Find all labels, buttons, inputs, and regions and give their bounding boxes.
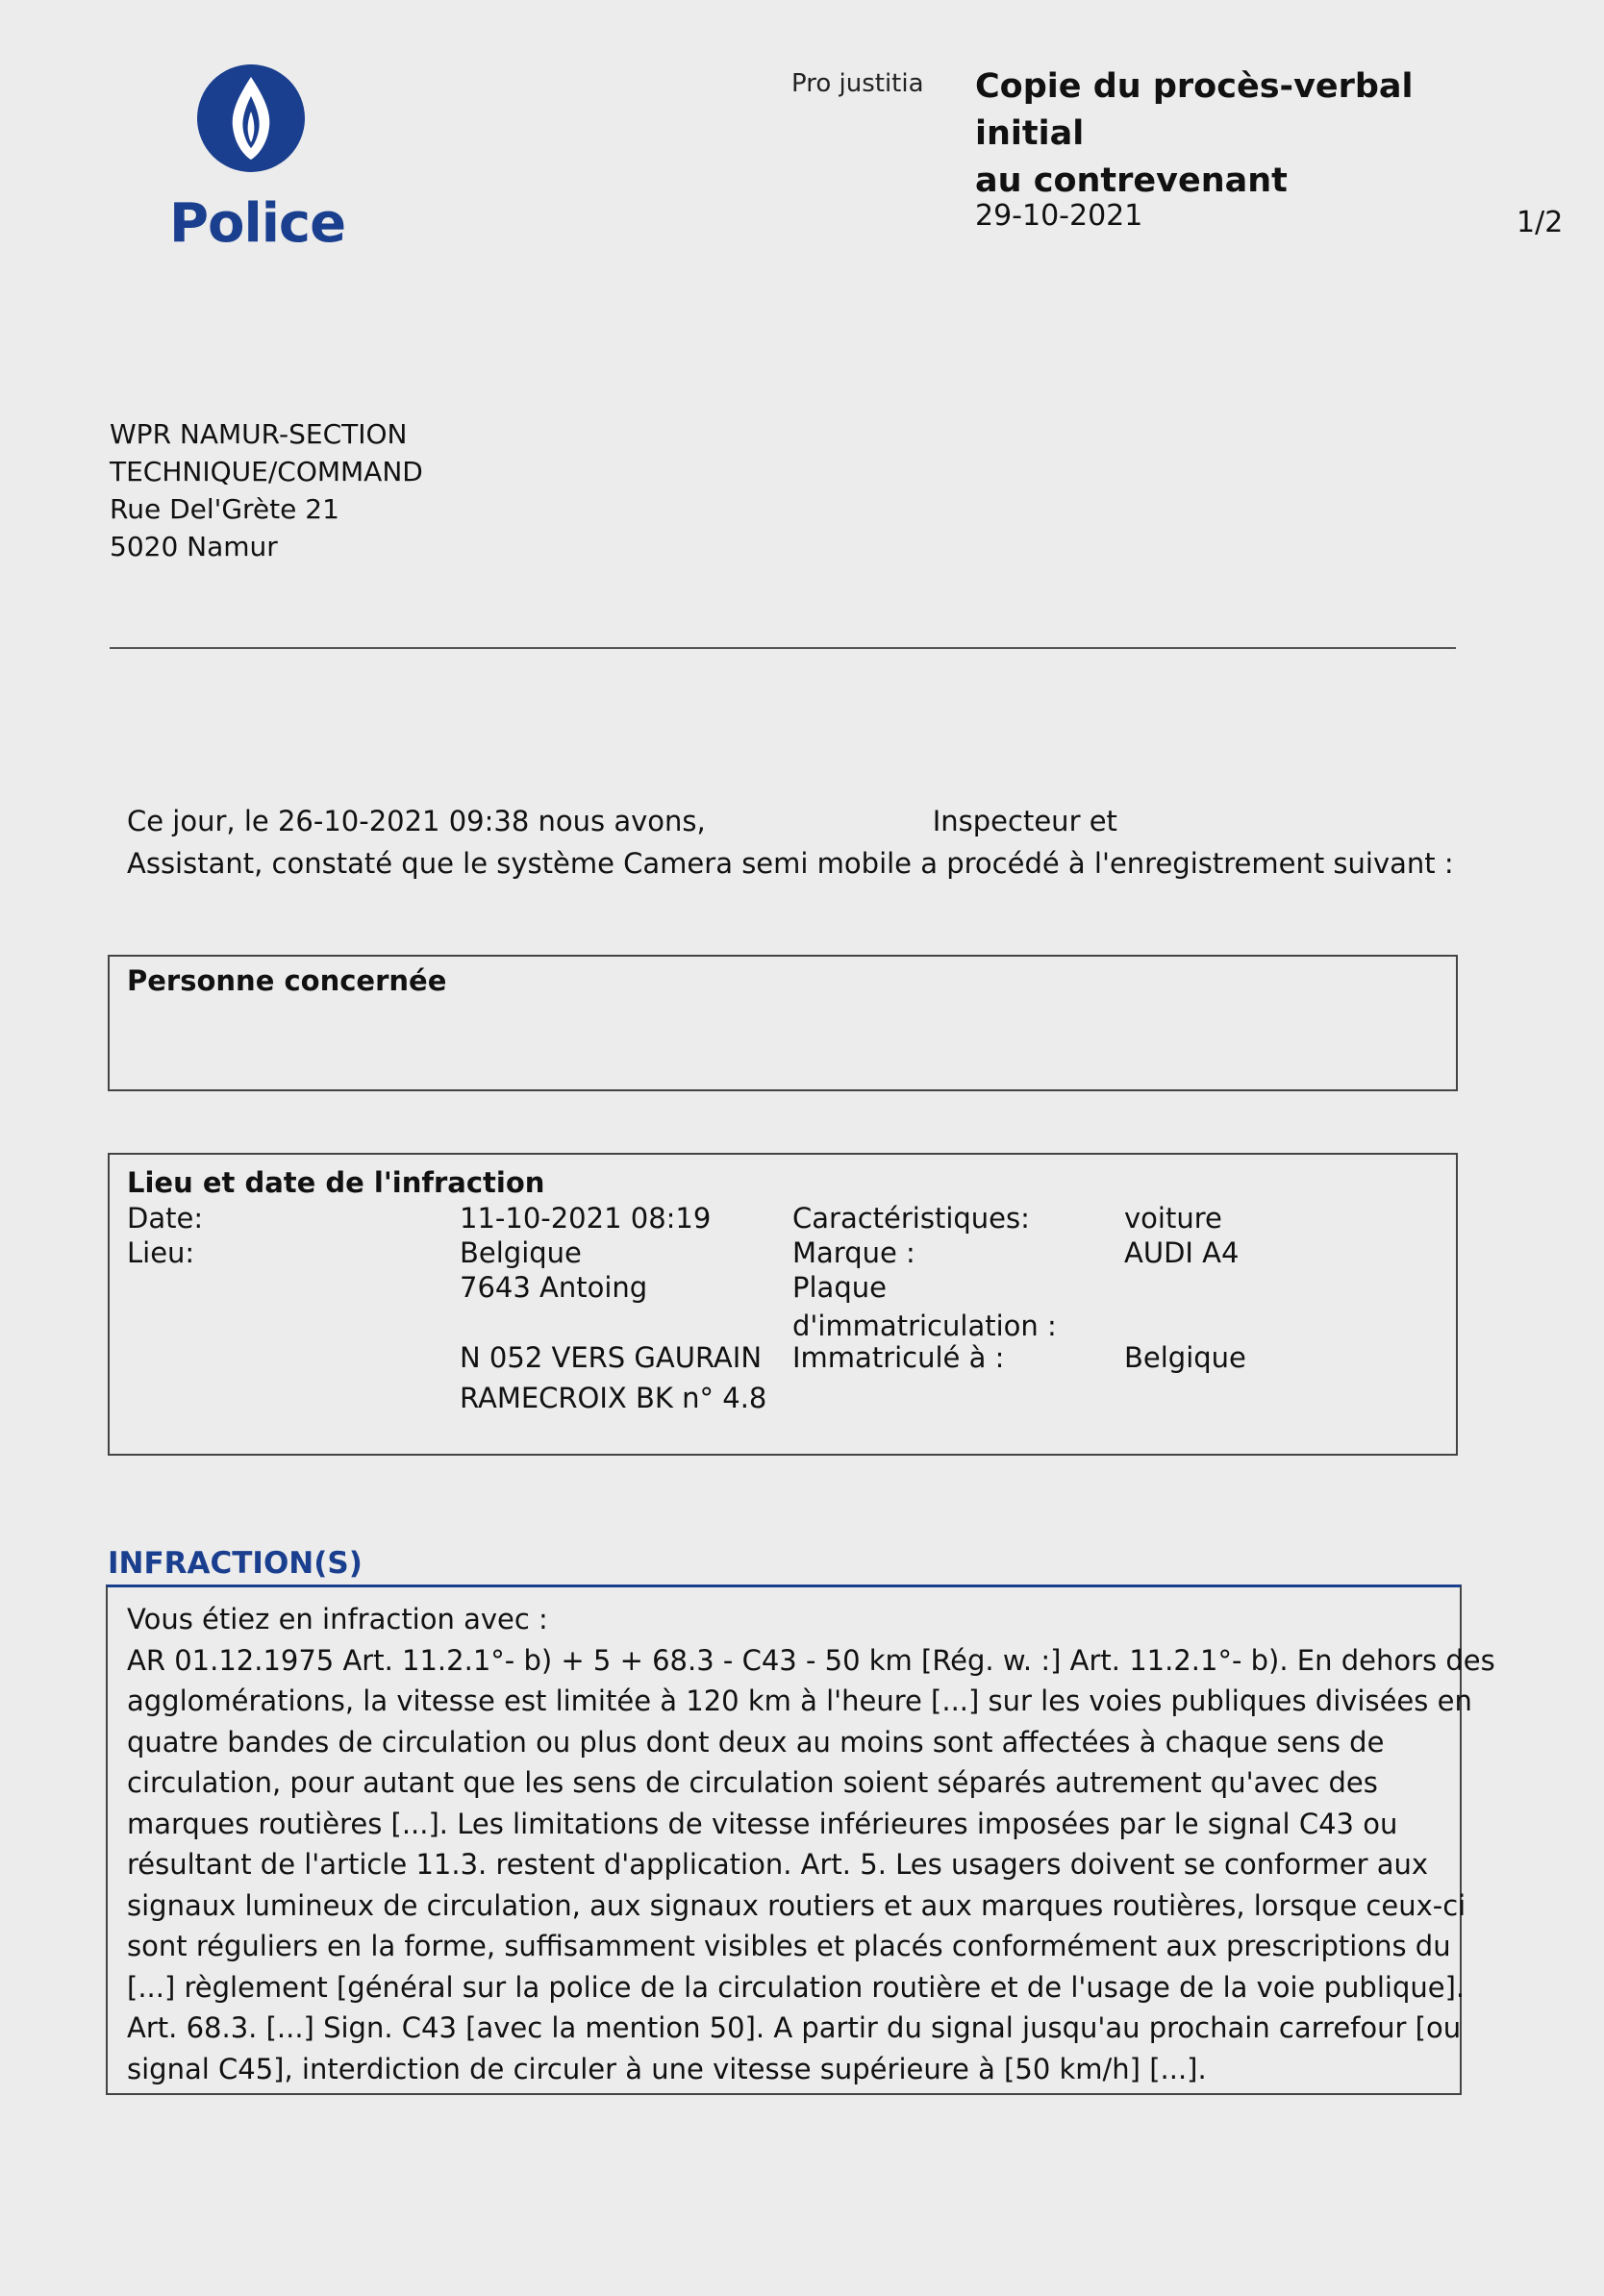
page-number: 1/2 [1516, 206, 1564, 239]
intro-paragraph [127, 800, 1454, 885]
document-title-line1: Copie du procès-verbal initial [975, 67, 1414, 153]
infraction-line: circulation, pour autant que les sens de circulation soient séparés autrement qu'avec des [127, 1766, 1378, 1799]
address-line: Rue Del'Grète 21 [110, 493, 339, 525]
intro-text-rank: Inspecteur et [932, 805, 1117, 837]
person-box-title: Personne concernée [127, 964, 447, 997]
intro-text-start: Ce jour, le 26-10-2021 09:38 nous avons, [127, 805, 706, 837]
police-flame-emblem-icon [196, 63, 306, 173]
infractions-box [106, 1585, 1495, 2095]
pro-justitia-label: Pro justitia [791, 69, 924, 98]
infraction-line: agglomérations, la vitesse est limitée à 120 km à l'heure [...] sur les voies publiques divisées en [127, 1685, 1472, 1717]
infractions-heading: INFRACTION(S) [108, 1546, 363, 1581]
caracteristiques-label: Caractéristiques: [792, 1202, 1030, 1235]
lieu-road-detail: RAMECROIX BK n° 4.8 [460, 1382, 767, 1414]
infraction-line: signal C45], interdiction de circuler à une vitesse supérieure à [50 km/h] [...]. [127, 2052, 1207, 2085]
lieu-city: 7643 Antoing [460, 1271, 648, 1304]
offense-location-title: Lieu et date de l'infraction [127, 1166, 545, 1199]
immatricule-value: Belgique [1124, 1341, 1246, 1374]
infraction-line: sont réguliers en la forme, suffisamment visibles et placés conformément aux prescriptions du [127, 1930, 1451, 1962]
infraction-line: signaux lumineux de circulation, aux signaux routiers et aux marques routières, lorsque ceux-ci [127, 1888, 1466, 1922]
plaque-label-line2: d'immatriculation : [792, 1310, 1057, 1342]
address-line: WPR NAMUR-SECTION [110, 418, 408, 450]
marque-value: AUDI A4 [1124, 1236, 1240, 1269]
document-date: 29-10-2021 [975, 199, 1143, 233]
infraction-line: Art. 68.3. [...] Sign. C43 [avec la mention 50]. A partir du signal jusqu'au prochain carrefour [ou [127, 2011, 1462, 2044]
sender-address [110, 415, 423, 565]
offense-location-box [108, 1153, 1458, 1456]
date-value: 11-10-2021 08:19 [460, 1202, 712, 1235]
marque-label: Marque : [792, 1236, 915, 1269]
infraction-line: AR 01.12.1975 Art. 11.2.1°- b) + 5 + 68.3 - C43 - 50 km [Rég. w. :] Art. 11.2.1°- b). En dehors des [127, 1643, 1495, 1677]
infraction-line: marques routières [...]. Les limitations de vitesse inférieures imposées par le signal C43 ou [127, 1807, 1398, 1840]
address-line: 5020 Namur [110, 531, 278, 562]
lieu-label: Lieu: [127, 1236, 195, 1269]
lieu-road: N 052 VERS GAURAIN [460, 1341, 763, 1374]
infractions-text [127, 1599, 1495, 2089]
person-box [108, 955, 1458, 1091]
document-title-line2: au contrevenant [975, 162, 1288, 200]
infraction-line: [...] règlement [général sur la police de la circulation routière et de l'usage de la voie publique]. [127, 1970, 1466, 2004]
plaque-label-line1: Plaque [792, 1271, 887, 1304]
date-label: Date: [127, 1202, 204, 1235]
lieu-country: Belgique [460, 1236, 582, 1269]
intro-text-line2: Assistant, constaté que le système Camera semi mobile a procédé à l'enregistrement suivant : [127, 847, 1454, 880]
divider [110, 647, 1456, 649]
infraction-line: résultant de l'article 11.3. restent d'application. Art. 5. Les usagers doivent se conformer aux [127, 1848, 1429, 1881]
infraction-line: Vous étiez en infraction avec : [127, 1603, 548, 1635]
document-title [975, 63, 1514, 205]
address-line: TECHNIQUE/COMMAND [110, 456, 423, 487]
caracteristiques-value: voiture [1124, 1202, 1222, 1235]
immatricule-label: Immatriculé à : [792, 1341, 1005, 1374]
police-logo-text: Police [169, 192, 346, 255]
infraction-line: quatre bandes de circulation ou plus dont deux au moins sont affectées à chaque sens de [127, 1725, 1385, 1759]
